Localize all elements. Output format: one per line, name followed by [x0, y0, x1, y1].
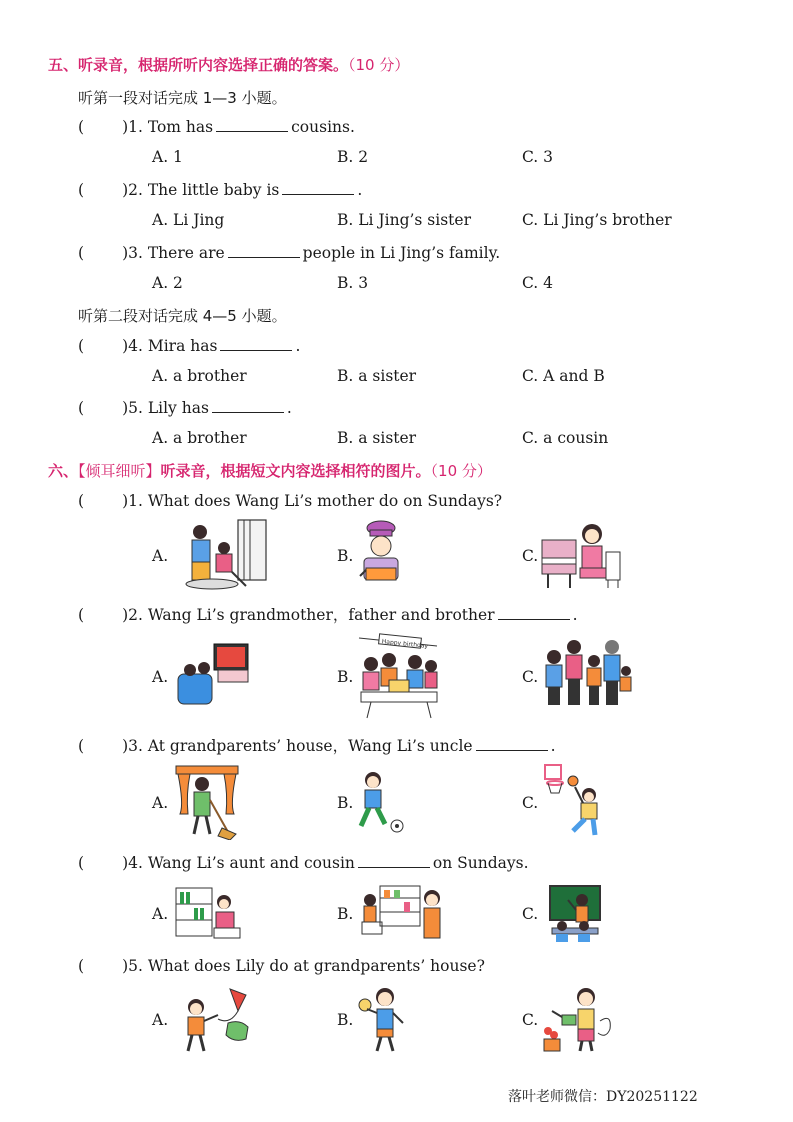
- question-text: 5. Lily has: [128, 399, 209, 417]
- s6-q3-label-c[interactable]: C.: [522, 794, 539, 812]
- fill-blank[interactable]: [498, 605, 570, 620]
- question-text: 5. What does Lily do at grandparents’ house?: [128, 957, 485, 975]
- section6-title-text: 听录音，根据短文内容选择相符的图片。: [160, 462, 431, 480]
- picture-shopping-supermarket[interactable]: [356, 884, 448, 944]
- s6-question-4: ( )4. Wang Li’s aunt and cousin on Sundays.: [78, 854, 529, 872]
- s6-q5-label-c[interactable]: C.: [522, 1011, 539, 1029]
- picture-cleaning-floor[interactable]: [176, 518, 268, 590]
- fill-blank[interactable]: [212, 398, 284, 413]
- picture-watching-tv[interactable]: [174, 634, 252, 712]
- s6-q4-label-c[interactable]: C.: [522, 905, 539, 923]
- fill-blank[interactable]: [228, 243, 300, 258]
- question-text: 3. There are: [128, 244, 225, 262]
- s6-q1-label-c[interactable]: C.: [522, 547, 539, 565]
- s5-q2-option-a[interactable]: A. Li Jing: [152, 211, 225, 229]
- section5-part2: 听第二段对话完成 4—5 小题。: [78, 307, 287, 325]
- s5-q3-option-b[interactable]: B. 3: [337, 274, 369, 292]
- s6-q1-label-b[interactable]: B.: [337, 547, 354, 565]
- s6-question-5: ( )5. What does Lily do at grandparents’ house?: [78, 957, 485, 975]
- s5-q2-option-b[interactable]: B. Li Jing’s sister: [337, 211, 471, 229]
- s6-q2-label-b[interactable]: B.: [337, 668, 354, 686]
- s6-q5-label-a[interactable]: A.: [152, 1011, 169, 1029]
- picture-playing-piano[interactable]: [540, 518, 624, 590]
- question-text: 4. Mira has: [128, 337, 218, 355]
- question-text: 1. Tom has: [128, 118, 214, 136]
- picture-playing-football[interactable]: [355, 770, 405, 834]
- s6-q2-label-c[interactable]: C.: [522, 668, 539, 686]
- section6-tag: 【倾耳细听】: [78, 462, 161, 480]
- question-text: 1. What does Wang Li’s mother do on Sundays?: [128, 492, 503, 510]
- fill-blank[interactable]: [282, 180, 354, 195]
- s5-q3-option-c[interactable]: C. 4: [522, 274, 554, 292]
- s5-q3-option-a[interactable]: A. 2: [152, 274, 183, 292]
- s6-q3-label-a[interactable]: A.: [152, 794, 169, 812]
- s5-q1-option-c[interactable]: C. 3: [522, 148, 554, 166]
- picture-watering-flowers[interactable]: [540, 985, 616, 1053]
- s5-q4-option-a[interactable]: A. a brother: [152, 367, 247, 385]
- s5-q5-option-b[interactable]: B. a sister: [337, 429, 417, 447]
- question-text: 4. Wang Li’s aunt and cousin: [128, 854, 355, 872]
- question-text: 3. At grandparents’ house，Wang Li’s uncle: [128, 737, 473, 755]
- s6-q4-label-a[interactable]: A.: [152, 905, 169, 923]
- picture-family-portrait[interactable]: [540, 637, 632, 709]
- s5-question-5: ( )5. Lily has .: [78, 399, 292, 417]
- section6-score: （10 分）: [430, 462, 492, 480]
- s6-q4-label-b[interactable]: B.: [337, 905, 354, 923]
- section5-title-text: 五、听录音，根据所听内容选择正确的答案。: [48, 56, 349, 74]
- s5-q5-option-c[interactable]: C. a cousin: [522, 429, 609, 447]
- footer-watermark: 落叶老师微信：DY20251122: [508, 1089, 698, 1105]
- section5-title: [48, 54, 409, 75]
- s5-q2-option-c[interactable]: C. Li Jing’s brother: [522, 211, 672, 229]
- answer-paren-open: (: [78, 118, 85, 136]
- picture-cooking-chef[interactable]: [356, 520, 406, 588]
- s5-question-3: ( )3. There are people in Li Jing’s family.: [78, 244, 501, 262]
- s6-q2-label-a[interactable]: A.: [152, 668, 169, 686]
- picture-playing-volleyball[interactable]: [355, 985, 411, 1053]
- s6-question-2: ( )2. Wang Li’s grandmother，father and brother .: [78, 606, 578, 624]
- s6-q1-label-a[interactable]: A.: [152, 547, 169, 565]
- picture-sweeping-floor[interactable]: [174, 764, 240, 840]
- section5-part1: 听第一段对话完成 1—3 小题。: [78, 89, 287, 107]
- s6-question-1: ( )1. What does Wang Li’s mother do on Sundays?: [78, 492, 503, 510]
- fill-blank[interactable]: [216, 117, 288, 132]
- s5-q4-option-c[interactable]: C. A and B: [522, 367, 605, 385]
- picture-teaching-class[interactable]: [548, 884, 602, 944]
- question-text: 2. Wang Li’s grandmother，father and brother: [128, 606, 495, 624]
- picture-reading-books[interactable]: [174, 884, 242, 942]
- s6-question-3: ( )3. At grandparents’ house，Wang Li’s uncle .: [78, 737, 556, 755]
- banner-text: Happy birthday: [381, 638, 429, 650]
- picture-birthday-party[interactable]: [355, 632, 441, 720]
- question-text-end: cousins.: [291, 118, 355, 136]
- s5-question-4: ( )4. Mira has .: [78, 337, 301, 355]
- s6-q3-label-b[interactable]: B.: [337, 794, 354, 812]
- s6-q5-label-b[interactable]: B.: [337, 1011, 354, 1029]
- picture-flying-kite[interactable]: [174, 985, 254, 1053]
- question-text: 2. The little baby is: [128, 181, 280, 199]
- s5-question-1: ( )1. Tom has cousins.: [78, 118, 355, 136]
- section5-score: （10 分）: [348, 56, 410, 74]
- section6-title: 六、【倾耳细听】听录音，根据短文内容选择相符的图片。（10 分）: [48, 462, 492, 480]
- fill-blank[interactable]: [476, 736, 548, 751]
- s5-q5-option-a[interactable]: A. a brother: [152, 429, 247, 447]
- fill-blank[interactable]: [358, 853, 430, 868]
- picture-playing-basketball[interactable]: [543, 763, 607, 839]
- s5-q1-option-b[interactable]: B. 2: [337, 148, 369, 166]
- s5-q4-option-b[interactable]: B. a sister: [337, 367, 417, 385]
- s5-question-2: ( )2. The little baby is .: [78, 181, 363, 199]
- s5-q1-option-a[interactable]: A. 1: [152, 148, 183, 166]
- fill-blank[interactable]: [220, 336, 292, 351]
